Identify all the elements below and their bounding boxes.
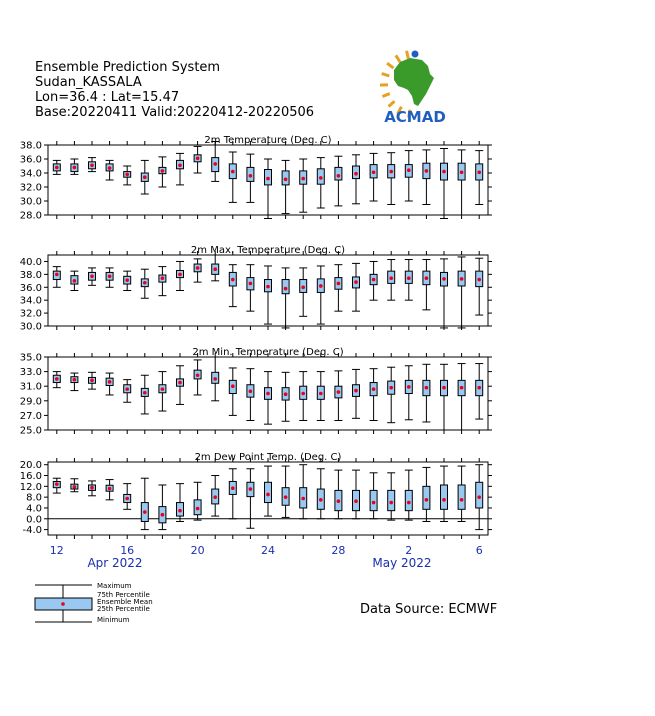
box-day-16	[317, 158, 325, 208]
y-tick-label: 38.0	[19, 269, 42, 281]
box-day-19	[370, 261, 378, 300]
box-day-24	[458, 364, 466, 430]
x-tick-label: 12	[49, 544, 64, 557]
mean-dot	[178, 164, 182, 168]
y-tick-label: 4.0	[26, 503, 42, 515]
mean-dot	[460, 386, 464, 390]
box-day-23	[440, 149, 448, 219]
mean-dot	[266, 493, 270, 497]
mean-dot	[213, 162, 217, 166]
mean-dot	[372, 171, 376, 175]
box-day-10	[211, 142, 219, 182]
box-day-1	[53, 372, 61, 388]
panel-title: 2m Max. Temperature (Deg. C)	[190, 245, 346, 256]
box-day-15	[299, 268, 307, 316]
box-day-18	[352, 263, 360, 311]
box-day-25	[475, 258, 483, 315]
box-day-13	[264, 372, 272, 425]
iqr-box	[335, 167, 342, 180]
y-tick-label: 34.0	[19, 168, 42, 180]
y-tick-label: 27.0	[19, 410, 42, 422]
y-tick-label: 36.0	[19, 154, 42, 166]
mean-dot	[442, 498, 446, 502]
mean-dot	[407, 276, 411, 280]
mean-dot	[249, 174, 253, 178]
mean-dot	[143, 281, 147, 285]
mean-dot	[90, 379, 94, 383]
mean-dot	[284, 178, 288, 182]
mean-dot	[266, 177, 270, 181]
panel-3	[20, 347, 492, 437]
mean-dot	[477, 278, 481, 282]
box-day-15	[299, 465, 307, 519]
mean-dot	[161, 387, 165, 391]
box-day-9	[194, 360, 202, 395]
y-tick-label: 40.0	[19, 256, 42, 268]
box-day-6	[141, 375, 149, 414]
iqr-box	[476, 482, 483, 508]
header-location: Sudan_KASSALA	[35, 75, 142, 90]
box-day-5	[123, 271, 131, 290]
box-day-25	[475, 364, 483, 419]
mean-dot	[319, 498, 323, 502]
mean-dot	[178, 273, 182, 277]
box-day-23	[440, 259, 448, 328]
mean-dot	[284, 495, 288, 499]
legend-label-p25: 25th Percentile	[97, 605, 150, 613]
mean-dot	[55, 166, 59, 170]
x-tick-label: 2	[405, 544, 413, 557]
mean-dot	[389, 170, 393, 174]
box-day-20	[387, 260, 395, 301]
mean-dot	[319, 284, 323, 288]
mean-dot	[231, 384, 235, 388]
box-day-12	[246, 369, 254, 421]
box-day-15	[299, 159, 307, 212]
box-day-15	[299, 372, 307, 421]
mean-dot	[125, 497, 129, 501]
box-day-19	[370, 369, 378, 421]
panel-title: 2m Min. Temperature (Deg. C)	[192, 347, 344, 358]
y-tick-label: 35.0	[19, 352, 42, 364]
mean-dot	[266, 392, 270, 396]
y-tick-label: 0.0	[26, 514, 42, 526]
box-day-4	[106, 160, 114, 180]
mean-dot	[231, 486, 235, 490]
mean-dot	[55, 482, 59, 486]
header-coords: Lon=36.4 : Lat=15.47	[35, 90, 180, 105]
box-day-3	[88, 268, 96, 285]
box-day-17	[334, 156, 342, 206]
mean-dot	[231, 278, 235, 282]
mean-dot	[73, 378, 77, 382]
box-day-21	[405, 151, 413, 201]
x-tick-label: 6	[475, 544, 483, 557]
box-day-12	[246, 154, 254, 202]
mean-dot	[284, 287, 288, 291]
box-day-7	[158, 372, 166, 411]
header-dates: Base:20220411 Valid:20220412-20220506	[35, 105, 315, 120]
box-day-17	[334, 371, 342, 421]
mean-dot	[407, 501, 411, 505]
y-tick-label: 25.0	[19, 425, 42, 437]
mean-dot	[354, 172, 358, 176]
mean-dot	[161, 276, 165, 280]
y-tick-label: 34.0	[19, 295, 42, 307]
y-tick-label: 38.0	[19, 140, 42, 152]
box-day-7	[158, 267, 166, 296]
box-day-2	[70, 159, 78, 174]
mean-dot	[249, 282, 253, 286]
box-day-17	[334, 470, 342, 519]
mean-dot	[73, 485, 77, 489]
mean-dot	[477, 495, 481, 499]
data-source: Data Source: ECMWF	[360, 602, 498, 617]
mean-dot	[460, 171, 464, 175]
mean-dot	[55, 377, 59, 381]
mean-dot	[442, 170, 446, 174]
y-tick-label: 30.0	[19, 196, 42, 208]
mean-dot	[125, 387, 129, 391]
box-day-9	[194, 146, 202, 173]
x-tick-label: 24	[261, 544, 275, 557]
mean-dot	[407, 168, 411, 172]
box-day-20	[387, 473, 395, 520]
iqr-box	[370, 490, 377, 510]
mean-dot	[301, 497, 305, 501]
mean-dot	[108, 487, 112, 491]
box-day-24	[458, 466, 466, 521]
mean-dot	[143, 175, 147, 179]
mean-dot	[337, 390, 341, 394]
mean-dot	[389, 276, 393, 280]
mean-dot	[319, 392, 323, 396]
box-day-13	[264, 159, 272, 219]
box-day-8	[176, 153, 184, 185]
mean-dot	[425, 276, 429, 280]
mean-dot	[337, 174, 341, 178]
y-tick-label: 8.0	[26, 492, 42, 504]
box-day-4	[106, 268, 114, 287]
mean-dot	[73, 279, 77, 283]
box-day-21	[405, 260, 413, 301]
box-day-11	[229, 152, 237, 202]
iqr-box	[441, 485, 448, 509]
mean-dot	[442, 277, 446, 281]
mean-dot	[249, 487, 253, 491]
mean-dot	[161, 169, 165, 173]
box-day-19	[370, 473, 378, 519]
iqr-box	[458, 485, 465, 509]
box-day-8	[176, 366, 184, 405]
box-day-1	[53, 478, 61, 493]
mean-dot	[407, 385, 411, 389]
x-tick-label: 20	[190, 544, 205, 557]
mean-dot	[196, 157, 200, 161]
mean-dot	[301, 177, 305, 181]
mean-dot	[284, 392, 288, 396]
mean-dot	[477, 386, 481, 390]
box-day-1	[53, 160, 61, 174]
mean-dot	[125, 173, 129, 177]
y-tick-label: 16.0	[19, 471, 42, 483]
y-tick-label: 32.0	[19, 308, 42, 320]
legend	[35, 582, 153, 624]
box-day-14	[282, 160, 290, 213]
y-tick-label: -4.0	[22, 525, 42, 537]
box-day-3	[88, 372, 96, 389]
mean-dot	[55, 273, 59, 277]
box-day-5	[123, 484, 131, 510]
box-day-22	[422, 364, 430, 422]
mean-dot	[231, 170, 235, 174]
box-day-25	[475, 465, 483, 530]
mean-dot	[73, 166, 77, 170]
box-day-4	[106, 480, 114, 500]
box-day-13	[264, 466, 272, 516]
x-tick-label: 16	[120, 544, 135, 557]
box-day-2	[70, 373, 78, 391]
mean-dot	[213, 267, 217, 271]
box-day-10	[211, 476, 219, 517]
box-day-11	[229, 368, 237, 415]
y-tick-label: 30.0	[19, 321, 42, 333]
mean-dot	[90, 275, 94, 279]
mean-dot	[301, 392, 305, 396]
iqr-box	[388, 490, 395, 510]
mean-dot	[178, 509, 182, 513]
box-day-7	[158, 157, 166, 187]
mean-dot	[161, 513, 165, 517]
box-day-20	[387, 153, 395, 205]
box-day-8	[176, 261, 184, 290]
legend-label-p75: 75th Percentile	[97, 591, 150, 599]
y-tick-label: 12.0	[19, 481, 42, 493]
mean-dot	[196, 507, 200, 511]
panel-1	[20, 135, 492, 222]
mean-dot	[337, 282, 341, 286]
box-day-14	[282, 268, 290, 328]
box-day-5	[123, 380, 131, 403]
mean-dot	[108, 275, 112, 279]
box-day-18	[352, 369, 360, 418]
box-day-17	[334, 265, 342, 311]
box-day-6	[141, 269, 149, 298]
box-day-7	[158, 485, 166, 530]
box-day-12	[246, 469, 254, 528]
box-day-1	[53, 267, 61, 288]
month-label-apr: Apr 2022	[87, 556, 143, 570]
mean-dot	[143, 510, 147, 514]
box-day-25	[475, 151, 483, 205]
box-day-10	[211, 357, 219, 401]
mean-dot	[460, 277, 464, 281]
y-tick-label: 32.0	[19, 182, 42, 194]
box-day-11	[229, 265, 237, 307]
box-day-23	[440, 466, 448, 521]
box-day-22	[422, 150, 430, 205]
box-day-6	[141, 478, 149, 529]
mean-dot	[425, 386, 429, 390]
iqr-box	[265, 482, 272, 502]
mean-dot	[301, 285, 305, 289]
box-day-16	[317, 372, 325, 421]
box-day-16	[317, 469, 325, 519]
panel-2	[20, 245, 492, 333]
acmad-logo-text: ACMAD	[384, 108, 446, 126]
x-tick-label: 28	[331, 544, 346, 557]
box-day-3	[88, 481, 96, 496]
iqr-box	[405, 490, 412, 510]
box-day-19	[370, 153, 378, 201]
box-day-18	[352, 470, 360, 519]
legend-label-mean: Ensemble Mean	[97, 598, 153, 606]
mean-dot	[249, 390, 253, 394]
box-day-9	[194, 259, 202, 282]
iqr-box	[423, 486, 430, 509]
y-tick-label: 31.0	[19, 381, 42, 393]
box-day-6	[141, 160, 149, 194]
mean-dot	[389, 386, 393, 390]
mean-dot	[213, 377, 217, 381]
legend-mean-dot	[61, 602, 65, 606]
mean-dot	[90, 164, 94, 168]
box-day-22	[422, 260, 430, 310]
mean-dot	[372, 278, 376, 282]
mean-dot	[90, 486, 94, 490]
y-tick-label: 33.0	[19, 367, 42, 379]
mean-dot	[425, 498, 429, 502]
month-label-may: May 2022	[372, 556, 432, 570]
box-day-24	[458, 150, 466, 215]
box-day-2	[70, 479, 78, 492]
mean-dot	[266, 285, 270, 289]
box-day-10	[211, 255, 219, 281]
mean-dot	[196, 373, 200, 377]
box-day-24	[458, 257, 466, 328]
mean-dot	[442, 386, 446, 390]
legend-label-min: Minimum	[97, 616, 130, 624]
box-day-2	[70, 271, 78, 290]
legend-label-max: Maximum	[97, 582, 132, 590]
mean-dot	[337, 499, 341, 503]
mean-dot	[196, 266, 200, 270]
mean-dot	[425, 169, 429, 173]
box-day-23	[440, 364, 448, 430]
mean-dot	[108, 380, 112, 384]
mean-dot	[372, 501, 376, 505]
y-tick-label: 20.0	[19, 460, 42, 472]
box-day-4	[106, 373, 114, 395]
box-day-13	[264, 266, 272, 324]
mean-dot	[319, 176, 323, 180]
box-day-16	[317, 266, 325, 324]
box-day-20	[387, 367, 395, 422]
mean-dot	[477, 171, 481, 175]
panel-title: 2m Dew Point Temp. (Deg. C)	[194, 452, 342, 463]
box-day-21	[405, 470, 413, 520]
mean-dot	[460, 498, 464, 502]
y-tick-label: 36.0	[19, 282, 42, 294]
mean-dot	[372, 387, 376, 391]
box-day-18	[352, 155, 360, 204]
mean-dot	[354, 280, 358, 284]
box-day-5	[123, 166, 131, 185]
y-tick-label: 28.0	[19, 210, 42, 222]
box-day-21	[405, 366, 413, 420]
y-tick-label: 29.0	[19, 396, 42, 408]
mean-dot	[389, 501, 393, 505]
panel-4	[20, 452, 492, 539]
mean-dot	[143, 391, 147, 395]
mean-dot	[108, 166, 112, 170]
box-day-12	[246, 265, 254, 311]
box-day-14	[282, 372, 290, 421]
box-day-9	[194, 482, 202, 520]
box-day-8	[176, 484, 184, 522]
panel-title: 2m Temperature (Deg. C)	[204, 135, 332, 146]
mean-dot	[125, 278, 129, 282]
iqr-box	[282, 280, 289, 294]
box-day-14	[282, 466, 290, 517]
mean-dot	[354, 499, 358, 503]
mean-dot	[354, 389, 358, 393]
header-system: Ensemble Prediction System	[35, 60, 221, 75]
mean-dot	[213, 495, 217, 499]
box-day-22	[422, 467, 430, 521]
box-day-11	[229, 469, 237, 519]
box-day-3	[88, 158, 96, 172]
mean-dot	[178, 381, 182, 385]
